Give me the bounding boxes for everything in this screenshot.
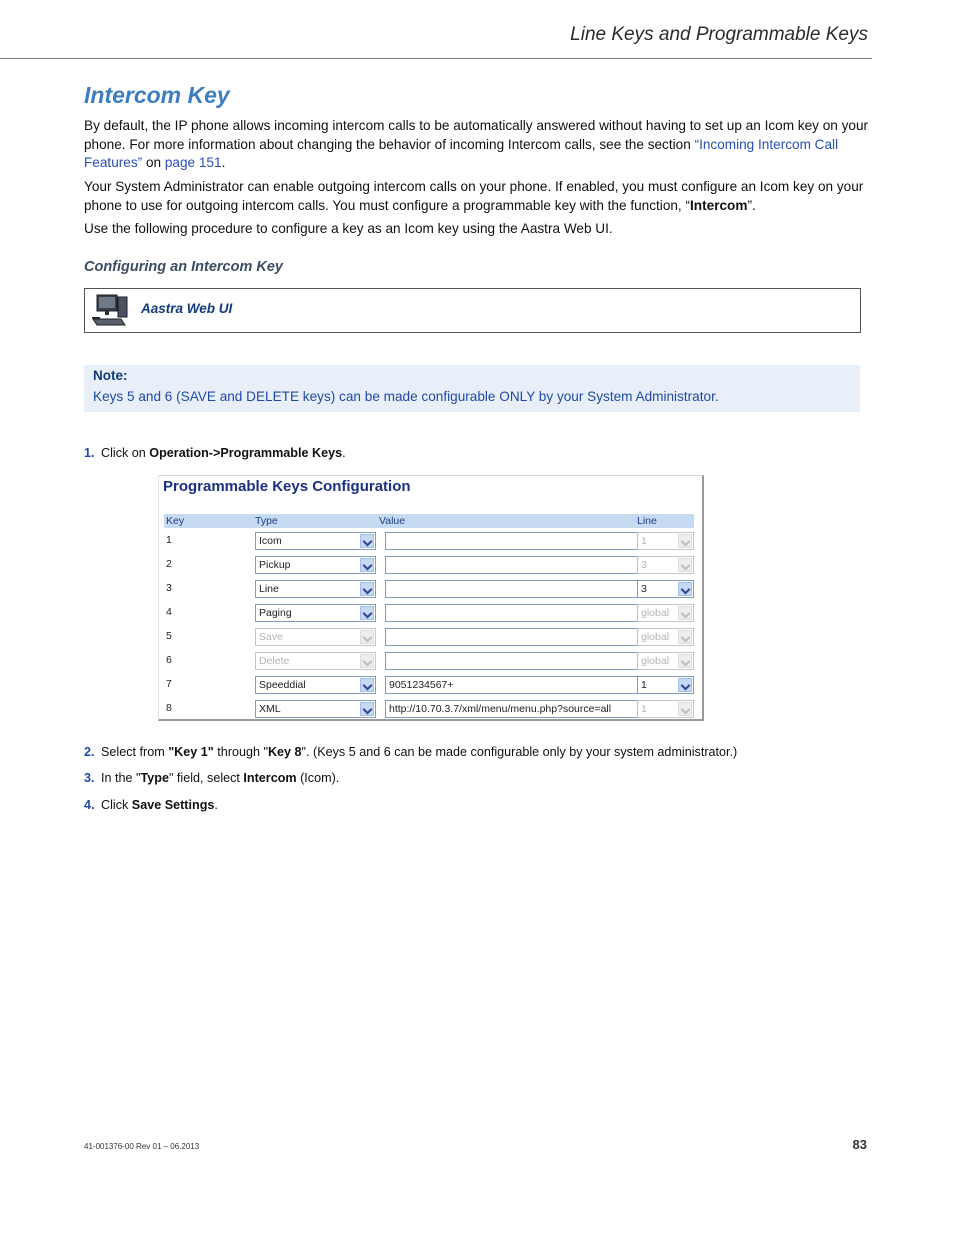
key-cell: 2: [166, 558, 172, 570]
note-text: Keys 5 and 6 (SAVE and DELETE keys) can be made configurable ONLY by your System Administrator.: [93, 389, 719, 404]
step-1: [84, 446, 346, 460]
chevron-down-icon: [678, 702, 692, 716]
chevron-down-icon: [678, 582, 692, 596]
value-input[interactable]: [385, 580, 639, 598]
type-value: Pickup: [259, 559, 291, 571]
step-text: " field, select: [168, 771, 244, 785]
value-input[interactable]: [385, 532, 639, 550]
line-value: 3: [641, 583, 647, 595]
value-text: 9051234567+: [389, 679, 454, 691]
type-select[interactable]: [255, 580, 376, 598]
running-header: Line Keys and Programmable Keys: [570, 24, 868, 45]
step-3: [84, 771, 339, 785]
chevron-down-icon: [360, 630, 374, 644]
type-value: Paging: [259, 607, 292, 619]
chevron-down-icon: [678, 678, 692, 692]
chevron-down-icon: [360, 654, 374, 668]
line-value: 1: [641, 679, 647, 691]
note-box: [84, 365, 860, 412]
line-value: 1: [641, 535, 647, 547]
chevron-down-icon: [360, 702, 374, 716]
step-bold: "Key 1": [168, 745, 214, 759]
line-value: global: [641, 631, 670, 643]
value-text: http://10.70.3.7/xml/menu/menu.php?source=all: [389, 703, 612, 715]
col-key: Key: [166, 515, 185, 527]
chevron-down-icon: [678, 630, 692, 644]
step-bold: Intercom: [243, 771, 297, 785]
table-row: [164, 530, 694, 551]
key-cell: 8: [166, 702, 172, 714]
key-cell: 1: [166, 534, 172, 546]
chevron-down-icon: [360, 558, 374, 572]
line-select: [637, 700, 694, 718]
programmable-keys-screenshot: [158, 475, 704, 721]
webui-label: Aastra Web UI: [141, 301, 233, 316]
paragraph-text: ”.: [747, 197, 756, 213]
paragraph-text: .: [221, 155, 226, 170]
type-value: Speeddial: [259, 679, 306, 691]
section-heading: Intercom Key: [84, 82, 230, 108]
line-select[interactable]: [637, 676, 694, 694]
key-cell: 6: [166, 654, 172, 666]
type-select[interactable]: [255, 604, 376, 622]
line-select: [637, 604, 694, 622]
line-value: 3: [641, 559, 647, 571]
step-bold: Key 8: [267, 745, 302, 759]
type-value: Delete: [259, 655, 290, 667]
type-select[interactable]: [255, 676, 376, 694]
paragraph-text: Your System Administrator can enable outgoing intercom calls on your phone. If enabled, you must configure an Icom key on your phone to use for outgoing intercom calls. You must configure a programmable key with the function, “: [84, 179, 864, 213]
table-row: [164, 698, 694, 719]
step-text: through ": [213, 745, 268, 759]
table-row: [164, 602, 694, 623]
header-rule: [0, 58, 872, 59]
step-4: [84, 798, 218, 812]
chevron-down-icon: [360, 678, 374, 692]
step-number: 3.: [84, 771, 95, 785]
chevron-down-icon: [360, 606, 374, 620]
step-bold: Type: [140, 771, 169, 785]
table-row: [164, 674, 694, 695]
value-input[interactable]: [385, 676, 639, 694]
key-cell: 7: [166, 678, 172, 690]
value-input[interactable]: [385, 700, 639, 718]
line-select: [637, 532, 694, 550]
link-incoming-intercom[interactable]: “Incoming Intercom Call Features”: [84, 136, 839, 170]
step-bold: Save Settings: [131, 798, 215, 812]
table-header: [164, 514, 694, 528]
line-value: global: [641, 607, 670, 619]
step-2: [84, 745, 737, 759]
col-value: Value: [379, 515, 406, 527]
col-type: Type: [255, 515, 278, 527]
type-value: Line: [259, 583, 279, 595]
paragraph-text: on: [142, 155, 165, 170]
step-number: 2.: [84, 745, 95, 759]
table-row: [164, 578, 694, 599]
screenshot-title: Programmable Keys Configuration: [163, 478, 411, 495]
paragraph-admin: [84, 178, 872, 215]
type-select[interactable]: [255, 532, 376, 550]
type-value: Icom: [259, 535, 282, 547]
step-text: (Icom).: [296, 771, 340, 785]
paragraph-procedure: Use the following procedure to configure a key as an Icom key using the Aastra Web UI.: [84, 221, 613, 236]
chevron-down-icon: [360, 582, 374, 596]
step-text: ". (Keys 5 and 6 can be made configurable only by your system administrator.): [301, 745, 738, 759]
step-text: Click: [101, 798, 132, 812]
chevron-down-icon: [678, 606, 692, 620]
step-number: 1.: [84, 446, 95, 460]
chevron-down-icon: [678, 558, 692, 572]
line-value: global: [641, 655, 670, 667]
value-input[interactable]: [385, 652, 639, 670]
key-cell: 3: [166, 582, 172, 594]
step-text: .: [342, 446, 346, 460]
paragraph-bold: Intercom: [690, 197, 748, 213]
step-text: Click on: [101, 446, 150, 460]
key-cell: 5: [166, 630, 172, 642]
step-bold: Operation->Programmable Keys: [149, 446, 343, 460]
footer-doc-id: 41-001376-00 Rev 01 – 06.2013: [84, 1142, 200, 1151]
page-number: 83: [852, 1137, 867, 1152]
type-select[interactable]: [255, 556, 376, 574]
line-value: 1: [641, 703, 647, 715]
note-title: Note:: [93, 368, 128, 383]
col-line: Line: [637, 515, 657, 527]
type-value: Save: [259, 631, 283, 643]
chevron-down-icon: [678, 654, 692, 668]
link-page-151[interactable]: page 151: [164, 155, 222, 170]
line-select: [637, 556, 694, 574]
type-select[interactable]: [255, 700, 376, 718]
webui-box: [84, 288, 861, 333]
paragraph-intro: [84, 117, 872, 173]
table-row: [164, 626, 694, 647]
step-text: In the ": [101, 771, 141, 785]
chevron-down-icon: [360, 534, 374, 548]
paragraph-text: By default, the IP phone allows incoming intercom calls to be automatically answered without having to set up an Icom key on your phone. For more information about changing the behavior of incoming Intercom calls, see the section: [84, 118, 869, 152]
table-row: [164, 650, 694, 671]
step-number: 4.: [84, 798, 95, 812]
type-value: XML: [259, 703, 281, 715]
type-select: [255, 628, 376, 646]
chevron-down-icon: [678, 534, 692, 548]
value-input[interactable]: [385, 604, 639, 622]
subheading: Configuring an Intercom Key: [84, 259, 283, 275]
line-select: [637, 652, 694, 670]
table-row: [164, 554, 694, 575]
type-select: [255, 652, 376, 670]
key-cell: 4: [166, 606, 172, 618]
step-text: Select from: [101, 745, 169, 759]
line-select: [637, 628, 694, 646]
computer-icon: [91, 293, 131, 334]
value-input[interactable]: [385, 556, 639, 574]
line-select[interactable]: [637, 580, 694, 598]
value-input[interactable]: [385, 628, 639, 646]
step-text: .: [214, 798, 218, 812]
